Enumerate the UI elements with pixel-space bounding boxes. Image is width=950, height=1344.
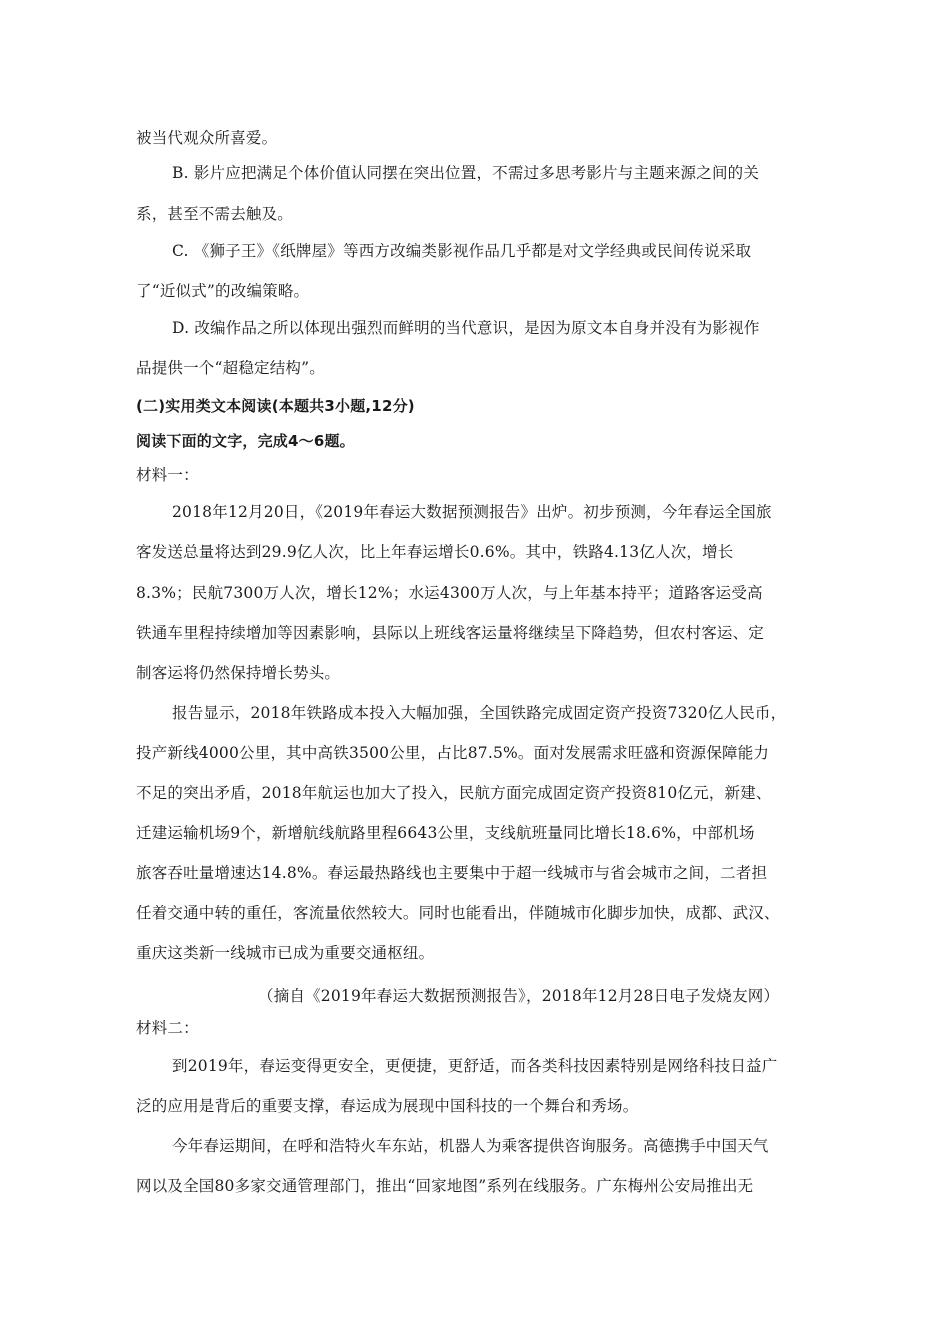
paragraph-line: 任着交通中转的重任，客流量依然较大。同时也能看出，伴随城市化脚步加快，成都、武汉、	[136, 904, 780, 922]
paragraph-line: 投产新线4000公里，其中高铁3500公里，占比87.5%。面对发展需求旺盛和资源保障能力	[136, 744, 770, 762]
paragraph-line: 重庆这类新一线城市已成为重要交通枢纽。	[136, 944, 435, 962]
option-c-line: C. 《狮子王》《纸牌屋》等西方改编类影视作品几乎都是对文学经典或民间传说采取	[172, 242, 752, 260]
paragraph-line: 网以及全国80多家交通管理部门，推出“回家地图”系列在线服务。广东梅州公安局推出无	[136, 1177, 754, 1195]
paragraph-line: 2018年12月20日，《2019年春运大数据预测报告》出炉。初步预测，今年春运全国旅	[172, 503, 772, 521]
text-line: 品提供一个“超稳定结构”。	[136, 359, 325, 377]
instruction-heading: 阅读下面的文字，完成4～6题。	[136, 432, 355, 450]
paragraph-line: 铁通车里程持续增加等因素影响，县际以上班线客运量将继续呈下降趋势，但农村客运、定	[136, 624, 765, 642]
source-citation: （摘自《2019年春运大数据预测报告》，2018年12月28日电子发烧友网）	[258, 987, 780, 1005]
material-two-label: 材料二：	[136, 1019, 199, 1037]
paragraph-line: 报告显示，2018年铁路成本投入大幅加强，全国铁路完成固定资产投资7320亿人民币，	[172, 704, 787, 722]
paragraph-line: 8.3%；民航7300万人次，增长12%；水运4300万人次，与上年基本持平；道路客运受高	[136, 584, 763, 602]
text-line: 了“近似式”的改编策略。	[136, 282, 310, 300]
paragraph-line: 客发送总量将达到29.9亿人次，比上年春运增长0.6%。其中，铁路4.13亿人次，增长	[136, 543, 734, 561]
text-line: 系，甚至不需去触及。	[136, 205, 294, 223]
paragraph-line: 迁建运输机场9个，新增航线航路里程6643公里，支线航班量同比增长18.6%，中部机场	[136, 824, 755, 842]
option-b-line: B. 影片应把满足个体价值认同摆在突出位置，不需过多思考影片与主题来源之间的关	[172, 164, 760, 182]
paragraph-line: 到2019年，春运变得更安全，更便捷，更舒适，而各类科技因素特别是网络科技日益广	[172, 1057, 778, 1075]
paragraph-line: 今年春运期间，在呼和浩特火车东站，机器人为乘客提供咨询服务。高德携手中国天气	[172, 1137, 769, 1155]
material-one-label: 材料一：	[136, 466, 199, 484]
section-heading: (二)实用类文本阅读(本题共3小题,12分)	[136, 397, 415, 415]
text-line: 被当代观众所喜爱。	[136, 129, 278, 147]
option-d-line: D. 改编作品之所以体现出强烈而鲜明的当代意识，是因为原文本自身并没有为影视作	[172, 319, 760, 337]
paragraph-line: 制客运将仍然保持增长势头。	[136, 664, 341, 682]
paragraph-line: 不足的突出矛盾，2018年航运也加大了投入，民航方面完成固定资产投资810亿元，新建、	[136, 784, 772, 802]
paragraph-line: 泛的应用是背后的重要支撑，春运成为展现中国科技的一个舞台和秀场。	[136, 1097, 639, 1115]
paragraph-line: 旅客吞吐量增速达14.8%。春运最热路线也主要集中于超一线城市与省会城市之间，二者担	[136, 864, 768, 882]
